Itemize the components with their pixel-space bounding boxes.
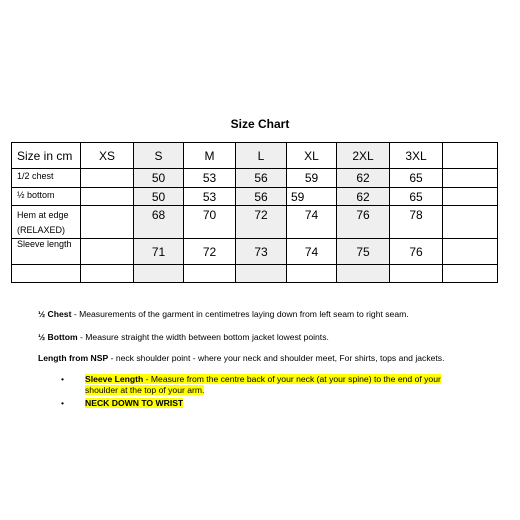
table-row bbox=[12, 169, 498, 188]
header-2xl: 2XL bbox=[337, 143, 390, 169]
table-cell: 65 bbox=[390, 169, 443, 188]
chest-term: ½ Chest bbox=[38, 309, 72, 319]
table-cell: 75 bbox=[337, 239, 390, 265]
table-cell: 56 bbox=[236, 169, 287, 188]
row-label-line-2: (RELAXED) bbox=[17, 225, 66, 235]
size-table bbox=[11, 142, 498, 283]
table-cell: 59 bbox=[287, 188, 337, 206]
header-s: S bbox=[134, 143, 184, 169]
table-cell: 76 bbox=[390, 239, 443, 265]
row-label bbox=[12, 206, 81, 239]
table-cell bbox=[287, 265, 337, 283]
table-cell: 50 bbox=[134, 188, 184, 206]
table-row bbox=[12, 239, 498, 265]
nsp-text: - neck shoulder point - where your neck and shoulder meet, For shirts, tops and jackets. bbox=[108, 353, 445, 363]
table-cell: 74 bbox=[287, 239, 337, 265]
bottom-text: - Measure straight the width between bottom jacket lowest points. bbox=[77, 332, 329, 342]
header-size-in-cm: Size in cm bbox=[12, 143, 81, 169]
table-row bbox=[12, 265, 498, 283]
table-cell: 72 bbox=[184, 239, 236, 265]
row-label: 1/2 chest bbox=[12, 169, 81, 188]
bottom-note bbox=[38, 332, 329, 342]
table-header-row bbox=[12, 143, 498, 169]
table-cell: 68 bbox=[134, 206, 184, 239]
table-cell bbox=[443, 188, 498, 206]
header-l: L bbox=[236, 143, 287, 169]
table-cell: 62 bbox=[337, 169, 390, 188]
table-cell: 73 bbox=[236, 239, 287, 265]
table-cell: 71 bbox=[134, 239, 184, 265]
header-xl: XL bbox=[287, 143, 337, 169]
nsp-note bbox=[38, 353, 444, 363]
table-cell: 62 bbox=[337, 188, 390, 206]
table-cell bbox=[337, 265, 390, 283]
table-cell: 65 bbox=[390, 188, 443, 206]
table-cell: 53 bbox=[184, 188, 236, 206]
sleeve-term: Sleeve Length bbox=[85, 374, 144, 384]
table-cell: 72 bbox=[236, 206, 287, 239]
row-label: ½ bottom bbox=[12, 188, 81, 206]
sleeve-length-line-1 bbox=[85, 374, 441, 384]
sleeve-text-1: - Measure from the centre back of your neck (at your spine) to the end of your bbox=[143, 374, 441, 384]
table-cell bbox=[443, 206, 498, 239]
page-title: Size Chart bbox=[230, 117, 290, 131]
neck-to-wrist-text: NECK DOWN TO WRIST bbox=[85, 398, 184, 408]
header-3xl: 3XL bbox=[390, 143, 443, 169]
table-cell: 78 bbox=[390, 206, 443, 239]
table-cell bbox=[443, 169, 498, 188]
table-cell: 76 bbox=[337, 206, 390, 239]
header-xs: XS bbox=[81, 143, 134, 169]
table-cell bbox=[134, 265, 184, 283]
table-cell bbox=[443, 265, 498, 283]
table-cell: 70 bbox=[184, 206, 236, 239]
table-row bbox=[12, 188, 498, 206]
table-cell: 53 bbox=[184, 169, 236, 188]
chest-note bbox=[38, 309, 409, 319]
table-cell bbox=[236, 265, 287, 283]
table-cell: 74 bbox=[287, 206, 337, 239]
chest-text: - Measurements of the garment in centimetres laying down from left seam to right seam. bbox=[71, 309, 409, 319]
nsp-term: Length from NSP bbox=[38, 353, 109, 363]
table-cell bbox=[81, 188, 134, 206]
table-cell: 56 bbox=[236, 188, 287, 206]
bottom-term: ½ Bottom bbox=[38, 332, 78, 342]
table-cell bbox=[81, 239, 134, 265]
table-cell: 59 bbox=[287, 169, 337, 188]
table-cell bbox=[390, 265, 443, 283]
sleeve-length-line-2: shoulder at the top of your arm. bbox=[85, 385, 205, 395]
row-label: Sleeve length bbox=[12, 239, 81, 265]
table-cell bbox=[184, 265, 236, 283]
row-label-line-1: Hem at edge bbox=[17, 210, 69, 220]
bullet-icon: • bbox=[61, 398, 65, 408]
table-cell bbox=[443, 239, 498, 265]
table-cell: 50 bbox=[134, 169, 184, 188]
row-label bbox=[12, 265, 81, 283]
table-cell bbox=[81, 265, 134, 283]
header-blank bbox=[443, 143, 498, 169]
header-m: M bbox=[184, 143, 236, 169]
table-cell bbox=[81, 206, 134, 239]
table-row bbox=[12, 206, 498, 239]
bullet-icon: • bbox=[61, 374, 65, 384]
table-cell bbox=[81, 169, 134, 188]
